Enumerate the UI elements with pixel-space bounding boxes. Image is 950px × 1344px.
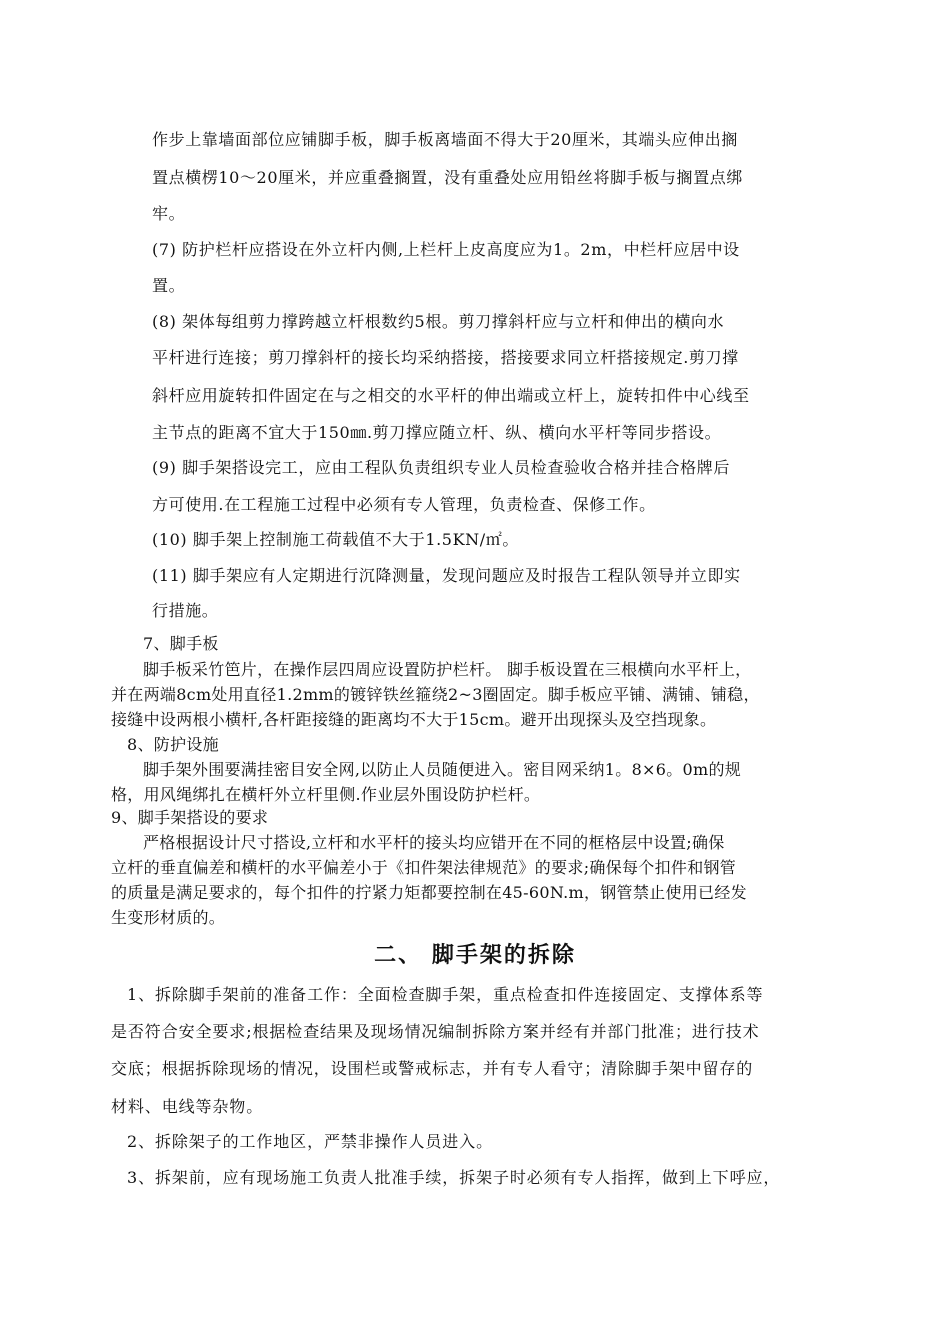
text-line: 脚手架外围要满挂密目安全网,以防止人员随便进入。密目网采纳1。8×6。0m的规 [143,760,742,779]
text-line: 3、拆架前，应有现场施工负责人批准手续，拆架子时必须有专人指挥，做到上下呼应， [127,1168,781,1187]
subheading-7: 7、脚手板 [143,634,219,653]
text-line: 斜杆应用旋转扣件固定在与之相交的水平杆的伸出端或立杆上，旋转扣件中心线至 [152,386,750,405]
text-line: 是否符合安全要求;根据检查结果及现场情况编制拆除方案并经有并部门批准；进行技术 [111,1022,760,1041]
list-item-9: (9) 脚手架搭设完工，应由工程队负责组织专业人员检查验收合格并挂合格牌后 [152,458,730,477]
list-item-8: (8) 架体每组剪力撑跨越立杆根数约5根。剪刀撑斜杆应与立杆和伸出的横向水 [152,312,725,331]
text-line: 作步上靠墙面部位应铺脚手板，脚手板离墙面不得大于20厘米，其端头应伸出搁 [152,130,738,149]
text-line: 的质量是满足要求的，每个扣件的拧紧力矩都要控制在45-60N.m，钢管禁止使用已经发 [111,883,747,902]
text-line: 方可使用.在工程施工过程中必须有专人管理，负责检查、保修工作。 [152,495,656,514]
text-line: 严格根据设计尺寸搭设,立杆和水平杆的接头均应错开在不同的框格层中设置;确保 [143,833,725,852]
list-item-11: (11) 脚手架应有人定期进行沉降测量，发现问题应及时报告工程队领导并立即实 [152,566,741,585]
text-line: 立杆的垂直偏差和横杆的水平偏差小于《扣件架法律规范》的要求;确保每个扣件和钢管 [111,858,737,877]
text-line: 牢。 [152,204,186,223]
text-line: 脚手板采竹笆片，在操作层四周应设置防护栏杆。 脚手板设置在三根横向水平杆上， [143,660,752,679]
text-line: 平杆进行连接；剪刀撑斜杆的接长均采纳搭接，搭接要求同立杆搭接规定.剪刀撑 [152,348,739,367]
text-line: 格，用风绳绑扎在横杆外立杆里侧.作业层外围设防护栏杆。 [111,785,541,804]
text-line: 1、拆除脚手架前的准备工作：全面检查脚手架，重点检查扣件连接固定、支撑体系等 [127,985,764,1004]
text-line: 生变形材质的。 [111,908,226,927]
list-item-7: (7) 防护栏杆应搭设在外立杆内侧,上栏杆上皮高度应为1。2m，中栏杆应居中设 [152,240,740,259]
text-line: 接缝中设两根小横杆,各杆距接缝的距离均不大于15cm。避开出现探头及空挡现象。 [111,710,717,729]
text-line: 行措施。 [152,601,219,620]
text-line: 主节点的距离不宜大于150㎜.剪刀撑应随立杆、纵、横向水平杆等同步搭设。 [152,423,722,442]
subheading-9: 9、脚手架搭设的要求 [111,808,269,827]
text-line: 置。 [152,276,186,295]
list-item-10: (10) 脚手架上控制施工荷载值不大于1.5KN/㎡。 [152,530,519,549]
text-line: 并在两端8cm处用直径1.2mm的镀锌铁丝箍绕2~3圈固定。脚手板应平铺、满铺、铺稳， [111,685,760,704]
text-line: 2、拆除架子的工作地区，严禁非操作人员进入。 [127,1132,493,1151]
section-title: 二、 脚手架的拆除 [374,943,576,968]
subheading-8: 8、防护设施 [127,735,219,754]
text-line: 置点横楞10～20厘米，并应重叠搁置，没有重叠处应用铅丝将脚手板与搁置点绑 [152,168,743,187]
text-line: 材料、电线等杂物。 [111,1097,264,1116]
text-line: 交底；根据拆除现场的情况，设围栏或警戒标志，并有专人看守；清除脚手架中留存的 [111,1059,754,1078]
